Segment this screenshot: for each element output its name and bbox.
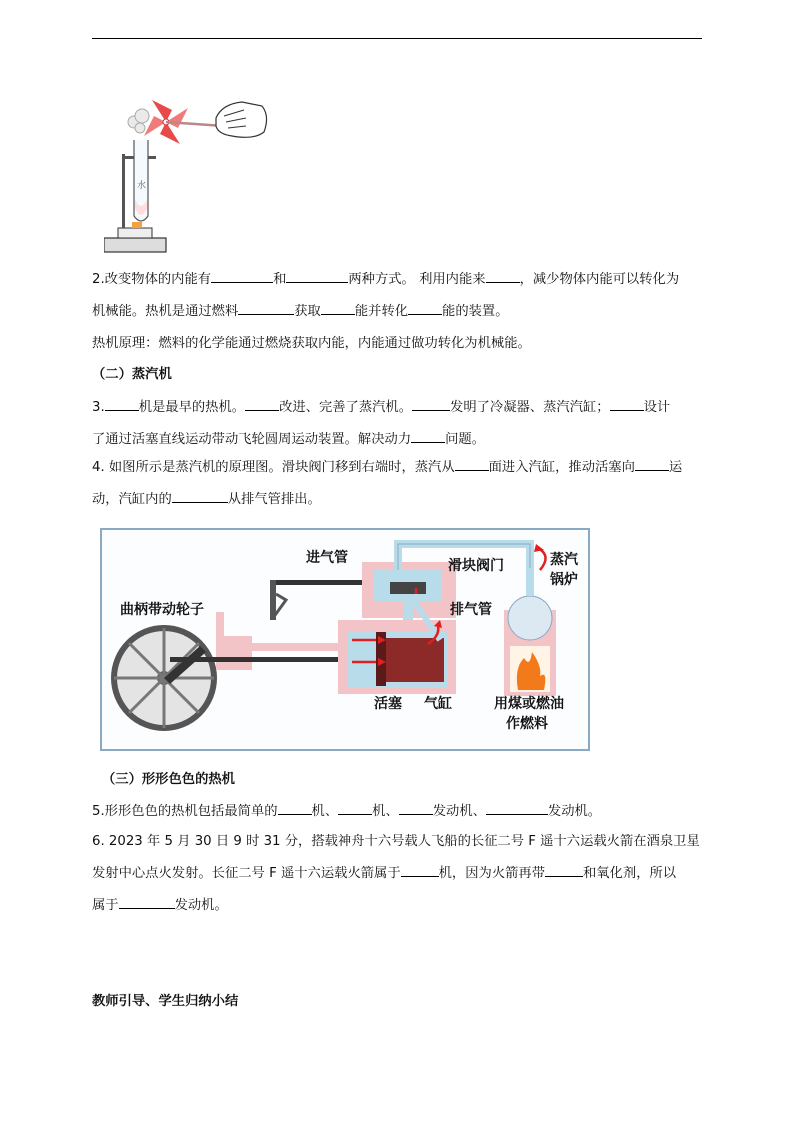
blank[interactable] — [278, 800, 312, 815]
blank[interactable] — [455, 456, 489, 471]
label-fuel-line2: 作燃料 — [506, 716, 548, 732]
blank[interactable] — [401, 862, 439, 877]
label-boiler-line2: 锅炉 — [550, 572, 578, 588]
blank[interactable] — [412, 396, 450, 411]
blank[interactable] — [545, 862, 583, 877]
blank[interactable] — [238, 300, 294, 315]
blank[interactable] — [105, 396, 139, 411]
label-cylinder: 气缸 — [424, 696, 452, 712]
question-5: 5.形形色色的热机包括最简单的 机、 机、 发动机、 发动机。 — [92, 796, 704, 828]
label-piston: 活塞 — [374, 696, 402, 712]
blank[interactable] — [408, 300, 442, 315]
blank[interactable] — [635, 456, 669, 471]
blank[interactable] — [172, 488, 228, 503]
label-intake-pipe: 进气管 — [306, 550, 348, 566]
label-boiler-line1: 蒸汽 — [550, 552, 578, 568]
blank[interactable] — [486, 268, 520, 283]
flywheel — [114, 628, 214, 728]
blank[interactable] — [610, 396, 644, 411]
blank[interactable] — [211, 268, 273, 283]
section-heading-steam-engine: （二）蒸汽机 — [92, 367, 172, 382]
label-fuel-line1: 用煤或燃油 — [494, 696, 564, 712]
summary-heading: 教师引导、学生归纳小结 — [92, 994, 239, 1009]
blank[interactable] — [321, 300, 355, 315]
blank[interactable] — [486, 800, 548, 815]
steam-engine-diagram — [100, 528, 590, 751]
question-4: 4. 如图所示是蒸汽机的原理图。滑块阀门移到右端时，蒸汽从 面进入汽缸，推动活塞向 运 动，汽缸内的 从排气管排出。 — [92, 452, 704, 516]
label-exhaust-pipe: 排气管 — [450, 602, 492, 618]
label-crank-wheel: 曲柄带动轮子 — [120, 602, 204, 618]
blank[interactable] — [399, 800, 433, 815]
section-heading-heat-engines: （三）形形色色的热机 — [102, 772, 235, 787]
svg-text:水: 水 — [137, 181, 147, 191]
question-2: 2.改变物体的内能有 和 两种方式。 利用内能来 ，减少物体内能可以转化为 机械能。热机是通过燃料 获取 能并转化 能的装置。 热机原理：燃料的化学能通过燃烧获取内能，内能通过做功转化为机械能。 — [92, 264, 704, 360]
label-slide-valve: 滑块阀门 — [448, 558, 504, 574]
blank[interactable] — [286, 268, 348, 283]
question-3: 3. 机是最早的热机。 改进、完善了蒸汽机。 发明了冷凝器、蒸汽汽缸； 设计 了通过活塞直线运动带动飞轮圆周运动装置。解决动力 问题。 — [92, 392, 704, 456]
pinwheel-steam-figure — [104, 96, 274, 256]
blank[interactable] — [338, 800, 372, 815]
blank[interactable] — [119, 894, 175, 909]
header-rule — [92, 38, 702, 39]
question-6: 6. 2023 年 5 月 30 日 9 时 31 分，搭载神舟十六号载人飞船的长征二号 F 遥十六运载火箭在酒泉卫星 发射中心点火发射。长征二号 F 遥十六运载火箭属于 机，因为火箭再带 和氧化剂，所以 属于 发动机。 — [92, 834, 700, 913]
blank[interactable] — [411, 428, 445, 443]
blank[interactable] — [245, 396, 279, 411]
